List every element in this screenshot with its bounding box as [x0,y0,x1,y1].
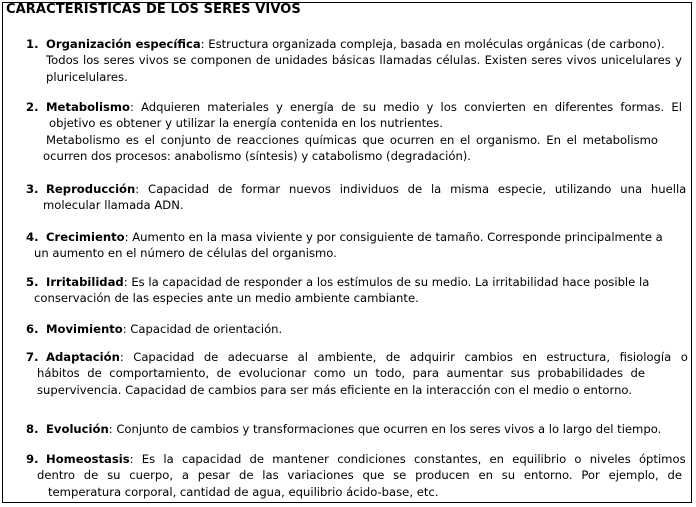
item-term: Adaptación [46,350,120,364]
item-number: 5. [26,275,39,289]
item-number: 4. [26,230,39,244]
list-item [26,181,686,214]
item-term: Reproducción [46,182,136,196]
list-item [26,451,686,500]
item-text: pluricelulares. [46,69,128,84]
item-number: 2. [26,100,39,114]
item-text: : Capacidad de formar nuevos individuos de la misma especie, utilizando una huella [135,182,687,196]
item-text: dentro de su cuerpo, a pesar de las variaciones que se producen en su entorno. Por ejemplo, de [37,468,682,483]
item-text: ocurren dos procesos: anabolismo (síntesis) y catabolismo (degradación). [43,148,471,163]
list-item [26,99,686,164]
item-text: temperatura corporal, cantidad de agua, equilibrio ácido-base, etc. [48,484,439,499]
item-text: hábitos de comportamiento, de evolucionar como un todo, para aumentar sus probabilidades de [37,366,645,381]
item-number: 7. [26,350,39,364]
item-term: Crecimiento [46,230,125,244]
item-number: 6. [26,322,39,336]
item-text: molecular llamada ADN. [43,198,184,213]
item-text: : Adquieren materiales y energía de su medio y los convierten en diferentes formas. El [129,100,682,114]
item-text: Metabolismo es el conjunto de reacciones químicas que ocurren en el organismo. En el metabolismo [46,132,658,147]
item-text: : Es la capacidad de responder a los estímulos de su medio. La irritabilidad hace posible la [123,275,650,289]
item-text: : Capacidad de adecuarse al ambiente, de adquirir cambios en estructura, fisiología o [119,350,688,364]
item-term: Irritabilidad [46,275,124,289]
item-number: 3. [26,182,39,196]
item-text: un aumento en el número de células del organismo. [34,246,337,261]
item-text: Todos los seres vivos se componen de unidades básicas llamadas células. Existen seres vivos unicelulares y [46,53,682,68]
item-term: Homeostasis [46,452,130,466]
item-text: supervivencia. Capacidad de cambios para ser más eficiente en la interacción con el medio o entorno. [37,382,633,397]
item-term: Evolución [46,422,109,436]
list-item [26,349,686,398]
item-text: : Es la capacidad de mantener condiciones constantes, en equilibrio o niveles óptimos [129,452,686,466]
item-text: : Capacidad de orientación. [122,322,283,336]
list-item [26,421,686,437]
item-term: Organización específica [46,37,201,51]
item-text: : Estructura organizada compleja, basada en moléculas orgánicas (de carbono). [200,37,665,51]
item-number: 8. [26,422,39,436]
page-title: CARACTERISTICAS DE LOS SERES VIVOS [6,2,301,17]
item-number: 1. [26,37,39,51]
list-item [26,36,686,85]
item-text: : Conjunto de cambios y transformaciones que ocurren en los seres vivos a lo largo del tiempo. [108,422,662,436]
item-term: Metabolismo [46,100,130,114]
item-text: : Aumento en la masa viviente y por consiguiente de tamaño. Corresponde principalmente a [124,230,663,244]
item-text: objetivo es obtener y utilizar la energía contenida en los nutrientes. [49,116,443,131]
item-term: Movimiento [46,322,123,336]
list-item [26,229,686,262]
list-item [26,321,686,337]
item-text: conservación de las especies ante un medio ambiente cambiante. [34,291,419,306]
item-number: 9. [26,452,39,466]
list-item [26,274,686,307]
